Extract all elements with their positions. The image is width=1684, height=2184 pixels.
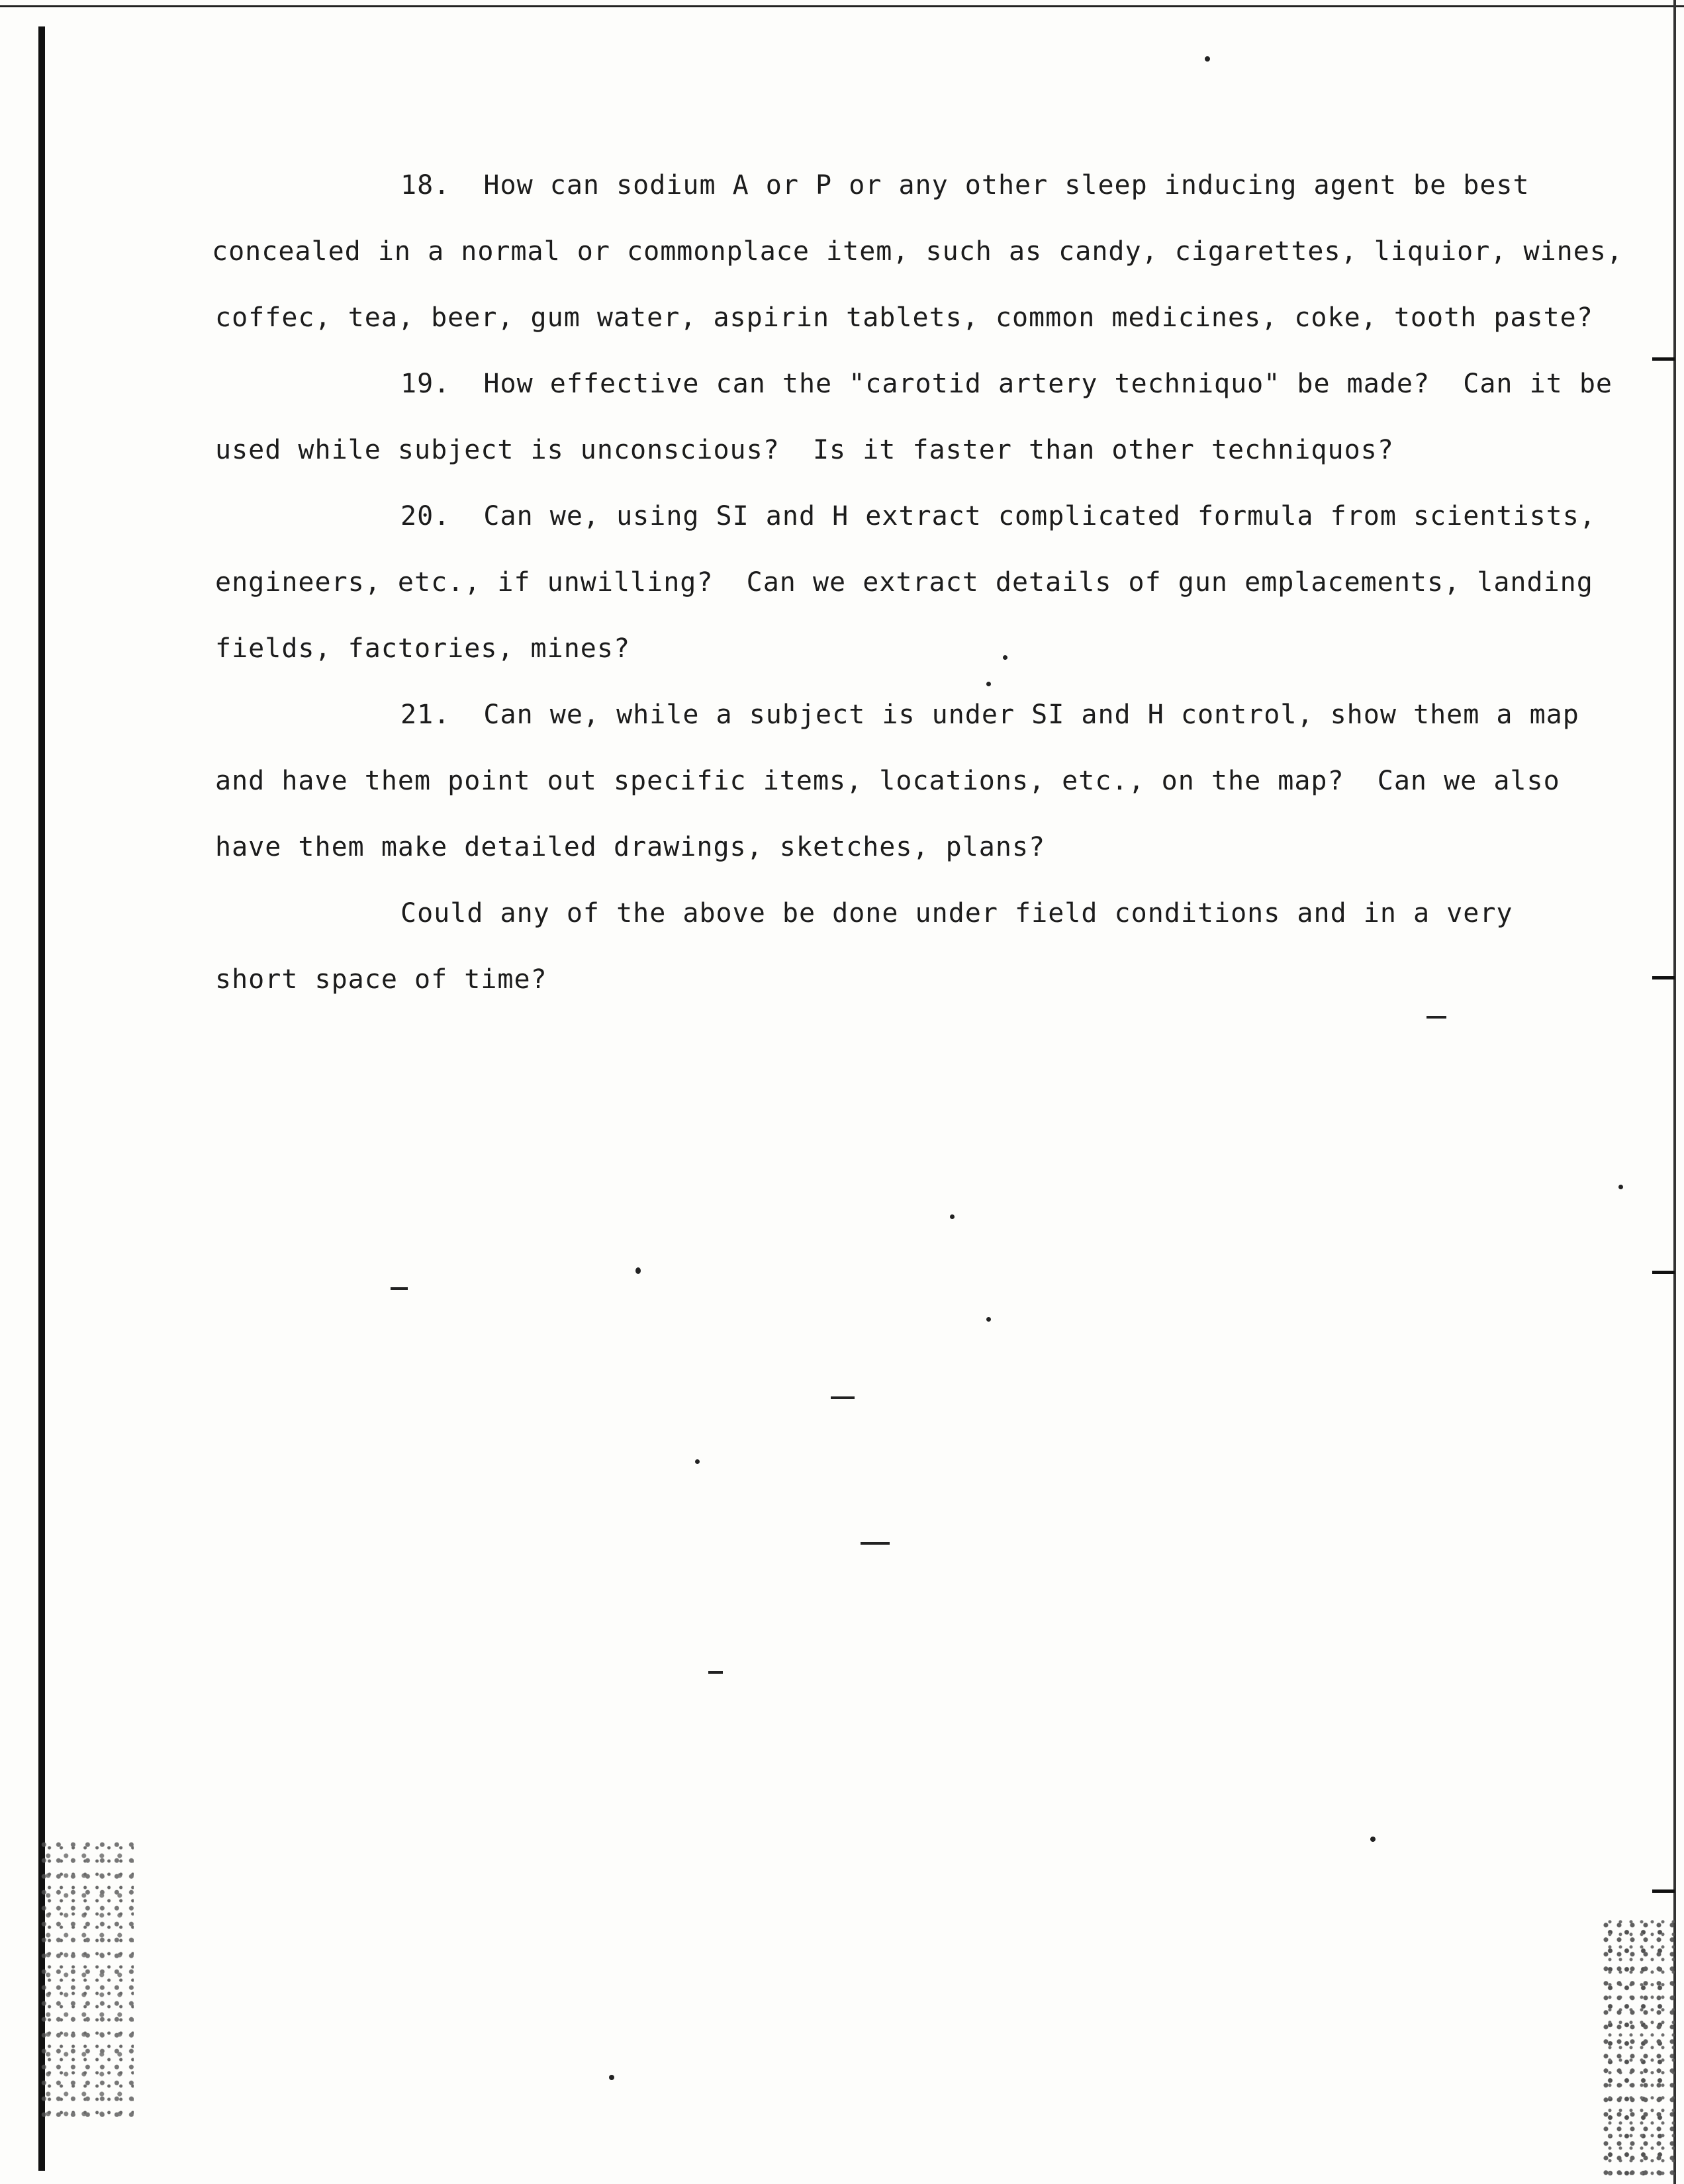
scan-speck <box>695 1459 700 1464</box>
paragraph-line: 20. Can we, using SI and H extract complicated formula from scientists, <box>400 501 1596 531</box>
scan-noise-right <box>1602 1919 1675 2184</box>
scan-noise-left <box>41 1840 134 2118</box>
paragraph-line: 18. How can sodium A or P or any other sleep inducing agent be best <box>400 170 1530 201</box>
paragraph-line: Could any of the above be done under field conditions and in a very <box>400 898 1513 929</box>
scan-speck <box>1618 1185 1623 1189</box>
scan-dash <box>391 1287 408 1290</box>
scan-speck <box>986 1317 991 1322</box>
document-body <box>212 152 1658 1013</box>
paragraph-line: have them make detailed drawings, sketches, plans? <box>215 832 1046 862</box>
question-19 <box>215 351 1658 483</box>
paragraph-line: 19. How effective can the "carotid artery techniquo" be made? Can it be <box>400 369 1613 399</box>
paragraph-line: and have them point out specific items, locations, etc., on the map? Can we also <box>215 766 1560 796</box>
page-top-edge <box>0 5 1684 7</box>
scan-dash <box>861 1542 890 1545</box>
scan-speck <box>1370 1837 1376 1842</box>
scan-speck <box>609 2075 614 2080</box>
scan-speck <box>950 1214 955 1219</box>
paragraph-line: fields, factories, mines? <box>215 633 631 664</box>
paragraph-line: engineers, etc., if unwilling? Can we extract details of gun emplacements, landing <box>215 567 1593 598</box>
scan-dash <box>708 1671 723 1674</box>
margin-mark <box>1652 1889 1675 1893</box>
closing-question <box>215 880 1658 1013</box>
scan-speck <box>635 1267 641 1274</box>
scan-speck <box>1205 56 1210 62</box>
paragraph-line: short space of time? <box>215 964 547 995</box>
paragraph-line: 21. Can we, while a subject is under SI and H control, show them a map <box>400 700 1579 730</box>
question-18 <box>212 152 1658 351</box>
paragraph-line: concealed in a normal or commonplace item, such as candy, cigarettes, liquior, wines, <box>212 236 1623 267</box>
paragraph-line: used while subject is unconscious? Is it faster than other techniquos? <box>215 435 1394 465</box>
question-20 <box>215 483 1658 682</box>
scan-dash <box>831 1396 855 1399</box>
scan-dash <box>1427 1016 1446 1019</box>
paragraph-line: coffec, tea, beer, gum water, aspirin tablets, common medicines, coke, tooth paste? <box>215 302 1593 333</box>
margin-mark <box>1652 1271 1675 1274</box>
scan-right-border <box>1673 0 1676 2184</box>
question-21 <box>215 682 1658 880</box>
